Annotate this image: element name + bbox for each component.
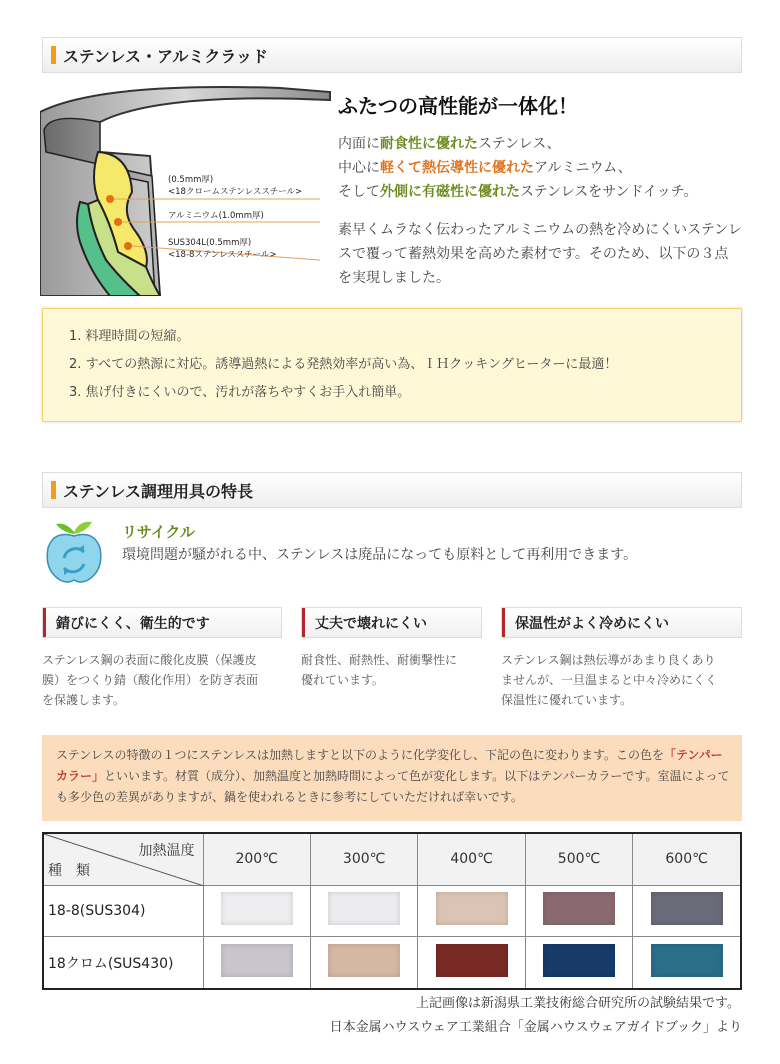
row-label: 18クロム(SUS430) — [43, 937, 203, 989]
recycle-apple-icon — [44, 518, 104, 584]
benefit-list — [69, 323, 617, 407]
table-row — [43, 937, 741, 989]
label-inner-material: <18クロームステンレススチール> — [168, 187, 303, 197]
swatch-cell — [310, 885, 417, 937]
line3-highlight: 外側に有磁性に優れた — [380, 184, 520, 200]
swatch-cell — [310, 937, 417, 989]
table-corner-cell — [43, 833, 203, 885]
line3-post: ステンレスをサンドイッチ。 — [520, 184, 698, 200]
temper-note-text — [56, 745, 732, 808]
recycle-description: 環境問題が騒がれる中、ステンレスは廃品になっても原料として再利用できます。 — [122, 547, 638, 563]
benefit-item: 2. すべての熱源に対応。誘導過熱による発熱効率が高い為、ＩＨクッキングヒーターに最適！ — [69, 357, 618, 372]
swatch-cell — [203, 885, 310, 937]
color-swatch — [221, 944, 293, 977]
clad-layer-description — [338, 132, 698, 204]
feature-text-heat-retention — [501, 650, 742, 710]
feature-text-durable — [301, 650, 482, 690]
temper-color-note — [42, 735, 742, 821]
section-title: ステンレス・アルミクラッド — [63, 46, 269, 66]
benefit-points-box — [42, 308, 742, 422]
benefit-item: 3. 焦げ付きにくいので、汚れが落ちやすくお手入れ簡単。 — [69, 385, 411, 400]
header-accent-bar — [51, 46, 56, 64]
feature-line: 優れています。 — [301, 673, 385, 687]
section-header-clad — [42, 37, 742, 73]
line3-pre: そして — [338, 184, 380, 200]
color-swatch — [543, 944, 615, 977]
table-header-row — [43, 833, 741, 885]
header-accent-bar — [51, 481, 56, 499]
feature-heading-hygiene — [42, 607, 282, 638]
temp-header: 500℃ — [525, 833, 632, 885]
feature-text-hygiene — [42, 650, 282, 710]
line2-highlight: 軽くて熱伝導性に優れた — [380, 160, 534, 176]
swatch-cell — [633, 937, 741, 989]
table-row — [43, 885, 741, 937]
corner-type: 種 類 — [48, 862, 90, 879]
line1-post: ステンレス、 — [478, 136, 561, 152]
line-middle — [338, 156, 698, 180]
color-swatch — [328, 944, 400, 977]
layer-dot — [114, 218, 122, 226]
line1-pre: 内面に — [338, 136, 380, 152]
feature-heading-heat-retention — [501, 607, 742, 638]
color-swatch — [543, 892, 615, 925]
swatch-cell — [203, 937, 310, 989]
feature-line: 膜）をつくり錆（酸化作用）を防ぎ表面 — [42, 673, 259, 687]
color-swatch — [436, 944, 508, 977]
corner-heating-temp: 加熱温度 — [138, 843, 195, 859]
label-aluminum: アルミニウム(1.0mm厚) — [168, 211, 264, 221]
clad-paragraph: 素早くムラなく伝わったアルミニウムの熱を冷めにくいステンレスで覆って蓄熱効果を高めた素材です。そのため、以下の３点を実現しました。 — [338, 222, 742, 286]
feature-line: ステンレス鋼の表面に酸化皮膜（保護皮 — [42, 653, 257, 667]
temper-note-pre: ステンレスの特徴の１つにステンレスは加熱しますと以下のように化学変化し、下記の色に変わります。この色を — [56, 748, 665, 762]
benefit-item: 1. 料理時間の短縮。 — [69, 329, 190, 344]
label-outer-material: <18-8ステンレススチール> — [168, 250, 277, 260]
temp-header: 600℃ — [633, 833, 741, 885]
swatch-cell — [525, 885, 632, 937]
feature-title: 丈夫で壊れにくい — [315, 615, 427, 632]
feature-heading-durable — [301, 607, 482, 638]
line-outer — [338, 180, 698, 204]
feature-accent-bar — [302, 608, 305, 637]
feature-title: 保温性がよく冷めにくい — [515, 615, 669, 632]
feature-line: を保護します。 — [42, 693, 126, 707]
feature-accent-bar — [502, 608, 505, 637]
source-note-test: 上記画像は新潟県工業技術総合研究所の試験結果です。 — [416, 996, 740, 1011]
feature-line: ステンレス鋼は熱伝導があまり良くあり — [501, 653, 716, 667]
temper-color-table — [42, 832, 742, 990]
label-outer-thickness: SUS304L(0.5mm厚) — [168, 238, 252, 248]
temp-header: 400℃ — [418, 833, 525, 885]
clad-headline: ふたつの高性能が一体化！ — [338, 94, 578, 118]
section-header-features — [42, 472, 742, 508]
temp-header: 200℃ — [203, 833, 310, 885]
temp-header: 300℃ — [310, 833, 417, 885]
color-swatch — [436, 892, 508, 925]
swatch-cell — [418, 885, 525, 937]
feature-title: 錆びにくく、衛生的です — [56, 615, 210, 632]
swatch-cell — [633, 885, 741, 937]
label-inner-thickness: (0.5mm厚) — [168, 175, 214, 185]
color-swatch — [328, 892, 400, 925]
line2-post: アルミニウム、 — [534, 160, 632, 176]
source-note-guidebook: 日本金属ハウスウェア工業組合「金属ハウスウェアガイドブック」より — [329, 1020, 742, 1035]
layer-dot — [124, 242, 132, 250]
temper-color-term: 「テンパーカラー」 — [56, 748, 723, 783]
swatch-cell — [418, 937, 525, 989]
line-inner — [338, 132, 698, 156]
swatch-cell — [525, 937, 632, 989]
section-title: ステンレス調理用具の特長 — [63, 481, 254, 501]
line1-highlight: 耐食性に優れた — [380, 136, 478, 152]
color-swatch — [221, 892, 293, 925]
color-swatch — [651, 944, 723, 977]
feature-accent-bar — [43, 608, 46, 637]
row-label: 18-8(SUS304) — [43, 885, 203, 937]
feature-line: ませんが、一旦温まると中々冷めにくく — [501, 673, 718, 687]
line2-pre: 中心に — [338, 160, 380, 176]
recycle-title: リサイクル — [122, 523, 195, 541]
feature-line: 保温性に優れています。 — [501, 693, 633, 707]
color-swatch — [651, 892, 723, 925]
layer-dot — [106, 195, 114, 203]
clad-pot-diagram — [40, 82, 340, 296]
feature-line: 耐食性、耐熱性、耐衝撃性に — [301, 653, 458, 667]
temper-note-post: といいます。材質（成分）、加熱温度と加熱時間によって色が変化します。以下はテンパーカラーです。室温によっても多少色の差異がありますが、鍋を使われるときに参考にしていただければ幸いです。 — [56, 769, 730, 804]
